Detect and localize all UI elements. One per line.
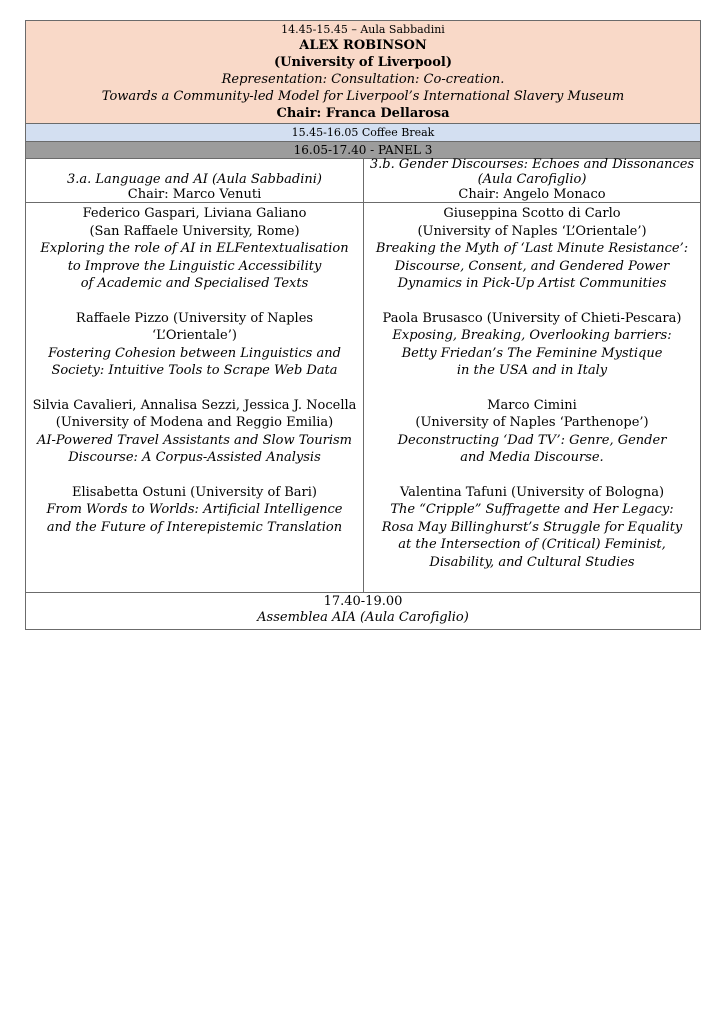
talk-title: AI-Powered Travel Assistants and Slow Tourism	[36, 432, 352, 448]
talk-title: to Improve the Linguistic Accessibility	[67, 258, 322, 274]
closing-event: Assemblea AIA (Aula Carofiglio)	[257, 610, 469, 625]
session-header	[26, 159, 363, 203]
talk-title: of Academic and Specialised Texts	[80, 276, 309, 291]
plenary-session	[26, 21, 700, 124]
talk-title: Discourse: A Corpus-Assisted Analysis	[68, 450, 321, 465]
panel-sessions	[26, 159, 700, 593]
talk-affiliation: ‘L’Orientale’)	[152, 328, 237, 343]
talk-title: Discourse, Consent, and Gendered Power	[394, 258, 670, 274]
talk-authors: Valentina Tafuni (University of Bologna)	[399, 484, 665, 500]
talk-title: Dynamics in Pick-Up Artist Communities	[397, 276, 667, 291]
session-chair: Chair: Marco Venuti	[127, 187, 262, 202]
talk-title: Breaking the Myth of ‘Last Minute Resistance’:	[375, 241, 689, 256]
talk-title: and the Future of Interepistemic Translation	[46, 519, 343, 535]
closing-time: 17.40-19.00	[323, 594, 403, 609]
session-3a	[26, 159, 363, 592]
talk-item	[26, 484, 363, 537]
talk-authors: Elisabetta Ostuni (University of Bari)	[71, 484, 318, 500]
session-chair: Chair: Angelo Monaco	[458, 187, 606, 202]
talk-title: and Media Discourse.	[460, 450, 604, 465]
talk-item	[364, 310, 700, 380]
talk-affiliation: (University of Naples ‘Parthenope’)	[415, 415, 649, 430]
talk-title: Betty Friedan’s The Feminine Mystique	[401, 345, 663, 361]
talk-affiliation: (San Raffaele University, Rome)	[89, 223, 300, 239]
talk-title: in the USA and in Italy	[456, 363, 608, 378]
session-header	[364, 159, 700, 203]
talk-item	[26, 397, 363, 467]
talk-title: Rosa May Billinghurst’s Struggle for Equality	[381, 519, 683, 535]
talk-title: Society: Intuitive Tools to Scrape Web Data	[51, 363, 338, 378]
talk-item	[364, 484, 700, 572]
talk-authors: Giuseppina Scotto di Carlo	[443, 206, 621, 221]
talk-title: Exploring the role of AI in ELFentextualisation	[40, 241, 349, 256]
talk-title: Fostering Cohesion between Linguistics and	[48, 345, 341, 361]
talk-item	[364, 205, 700, 293]
talk-list	[26, 203, 363, 557]
plenary-chair: Chair: Franca Dellarosa	[276, 106, 450, 121]
talk-title: Exposing, Breaking, Overlooking barriers:	[392, 328, 672, 343]
panel-header: 16.05-17.40 - PANEL 3	[26, 142, 700, 159]
plenary-title-line-2: Towards a Community-led Model for Liverpool’s International Slavery Museum	[101, 89, 625, 104]
plenary-time: 14.45-15.45 – Aula Sabbadini	[281, 23, 445, 36]
program-table	[25, 20, 701, 630]
talk-affiliation: (University of Naples ‘L’Orientale’)	[417, 223, 647, 239]
session-title-line-2: (Aula Carofiglio)	[477, 172, 587, 187]
session-title-line-2: 3.a. Language and AI (Aula Sabbadini)	[66, 172, 322, 187]
talk-affiliation: (University of Modena and Reggio Emilia)	[55, 415, 334, 430]
coffee-break: 15.45-16.05 Coffee Break	[26, 124, 700, 142]
talk-title: Deconstructing ‘Dad TV’: Genre, Gender	[397, 432, 667, 448]
talk-authors: Paola Brusasco (University of Chieti-Pescara)	[382, 310, 682, 326]
session-3b	[363, 159, 700, 592]
talk-authors: Raffaele Pizzo (University of Naples	[75, 310, 314, 326]
plenary-title-line-1: Representation: Consultation: Co-creation.	[221, 72, 505, 87]
talk-title: at the Intersection of (Critical) Feminist,	[398, 537, 666, 552]
plenary-affiliation: (University of Liverpool)	[274, 55, 452, 70]
talk-authors: Federico Gaspari, Liviana Galiano	[82, 206, 307, 221]
talk-item	[26, 310, 363, 380]
closing-session	[26, 593, 700, 629]
talk-authors: Silvia Cavalieri, Annalisa Sezzi, Jessica J. Nocella	[32, 397, 357, 413]
talk-title: From Words to Worlds: Artificial Intelligence	[46, 502, 343, 517]
talk-title: Disability, and Cultural Studies	[429, 554, 635, 570]
plenary-speaker: ALEX ROBINSON	[299, 38, 427, 53]
talk-list	[364, 203, 700, 592]
session-title-line-1: 3.b. Gender Discourses: Echoes and Dissonances	[369, 157, 695, 172]
talk-item	[364, 397, 700, 467]
talk-authors: Marco Cimini	[487, 397, 577, 413]
talk-title: The “Cripple” Suffragette and Her Legacy:	[390, 502, 674, 517]
talk-item	[26, 205, 363, 293]
